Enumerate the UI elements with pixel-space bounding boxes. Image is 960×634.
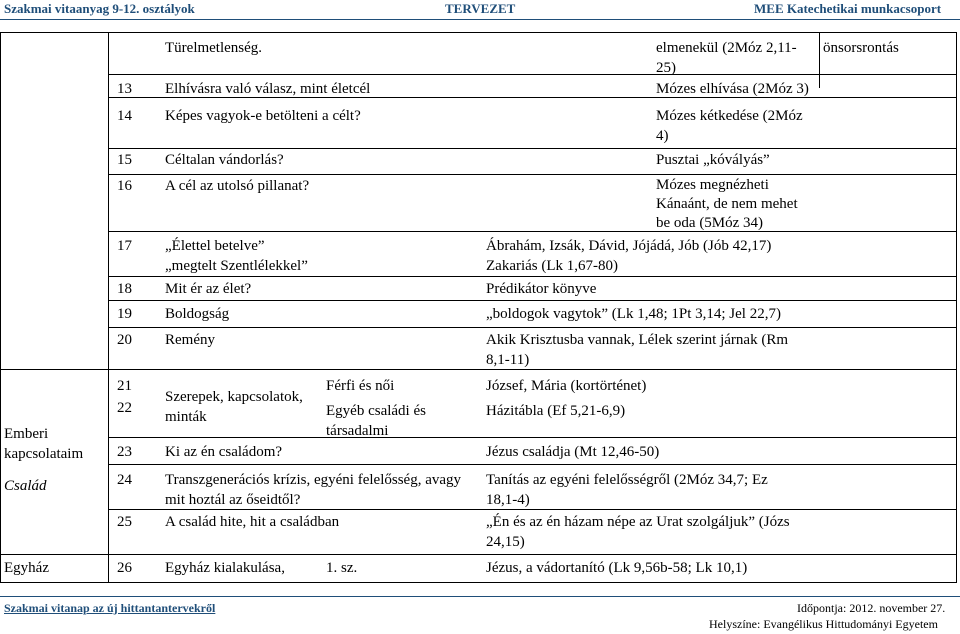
table-border-right — [956, 32, 957, 583]
section-csalad: Család — [4, 478, 47, 494]
row-number: 24 — [117, 472, 132, 488]
table-border-bottom — [0, 582, 957, 583]
table-border-left — [0, 32, 1, 583]
bible-cell: „boldogok vagytok” (Lk 1,48; 1Pt 3,14; Jel 22,7) — [486, 306, 781, 322]
row-line — [108, 327, 957, 328]
row-line — [0, 32, 957, 33]
bible-cell: Akik Krisztusba vannak, Lélek szerint járnak (Rm 8,1-11) — [486, 332, 788, 368]
row-number: 19 — [117, 306, 132, 322]
bible-cell: Tanítás az egyéni felelősségről (2Móz 34,7; Ez 18,1-4) — [486, 472, 768, 508]
row-number: 21 — [117, 378, 132, 394]
topic-cell: Céltalan vándorlás? — [165, 152, 284, 168]
row-number: 16 — [117, 178, 132, 194]
bible-cell: Prédikátor könyve — [486, 281, 597, 297]
row-number: 13 — [117, 81, 132, 97]
row-line — [108, 231, 957, 232]
row-line — [108, 437, 957, 438]
sub-topic-cell: Férfi és női — [326, 378, 395, 394]
sub-topic-cell: Egyéb családi és társadalmi — [326, 403, 426, 439]
row-number: 26 — [117, 560, 132, 576]
row-number: 18 — [117, 281, 132, 297]
row-line — [108, 276, 957, 277]
row-line — [108, 148, 957, 149]
topic-cell: A cél az utolsó pillanat? — [165, 178, 310, 194]
topic-cell: A család hite, hit a családban — [165, 514, 340, 530]
header-center: TERVEZET — [445, 1, 516, 16]
curriculum-table — [0, 24, 960, 583]
row-line — [0, 554, 957, 555]
row-number: 22 — [117, 400, 132, 416]
extra-cell: önsorsrontás — [823, 40, 899, 56]
col-line-num — [108, 32, 109, 583]
header-right: MEE Katechetikai munkacsoport — [754, 1, 942, 16]
topic-cell: Egyház kialakulása, — [165, 560, 285, 576]
col-line-extra — [819, 32, 820, 88]
footer-date: Időpontja: 2012. november 27. — [797, 601, 946, 615]
section-egyhaz: Egyház — [4, 560, 49, 576]
row-line — [108, 74, 957, 75]
topic-cell: Boldogság — [165, 306, 230, 322]
topic-cell: Képes vagyok-e betölteni a célt? — [165, 108, 361, 124]
row-line — [108, 464, 957, 465]
bible-cell: Ábrahám, Izsák, Dávid, Jójádá, Jób (Jób 42,17) Zakariás (Lk 1,67-80) — [486, 238, 772, 274]
bible-cell: „Én és az én házam népe az Urat szolgáljuk” (Józs 24,15) — [486, 514, 790, 550]
footer-place: Helyszíne: Evangélikus Hittudományi Egyetem — [709, 617, 938, 631]
row-number: 25 — [117, 514, 132, 530]
bible-cell: Pusztai „kóvályás” — [656, 152, 770, 168]
header-left: Szakmai vitaanyag 9-12. osztályok — [4, 1, 195, 16]
bible-cell: Mózes elhívása (2Móz 3) — [656, 81, 809, 97]
row-number: 23 — [117, 444, 132, 460]
row-number: 14 — [117, 108, 132, 124]
topic-cell: Szerepek, kapcsolatok, minták — [165, 389, 303, 425]
bible-cell: Jézus családja (Mt 12,46-50) — [486, 444, 660, 460]
section-emberi-kapcsolataim: Emberi kapcsolataim — [4, 426, 84, 462]
row-line — [0, 369, 957, 370]
row-line — [108, 300, 957, 301]
topic-cell: Türelmetlenség. — [165, 40, 263, 56]
topic-cell: „Élettel betelve” „megtelt Szentlélekkel” — [165, 238, 308, 274]
bible-cell: Mózes kétkedése (2Móz 4) — [656, 108, 803, 144]
bible-cell: Házitábla (Ef 5,21-6,9) — [486, 403, 626, 419]
topic-cell: Elhívásra való válasz, mint életcél — [165, 81, 371, 97]
topic-cell: Remény — [165, 332, 215, 348]
row-line — [108, 174, 957, 175]
topic-cell: Transzgenerációs krízis, egyéni felelősség, avagy mit hoztál az őseidtől? — [165, 472, 462, 508]
row-number: 20 — [117, 332, 132, 348]
footer-left: Szakmai vitanap az új hittantantervekről — [4, 601, 216, 615]
row-number: 17 — [117, 238, 132, 254]
bible-cell: elmenekül (2Móz 2,11- 25) — [656, 40, 797, 76]
topic-cell: Ki az én családom? — [165, 444, 283, 460]
header-rule — [0, 19, 960, 20]
bible-cell: Mózes megnézheti Kánaánt, de nem mehet be oda (5Móz 34) — [656, 177, 798, 231]
sub-topic-cell: 1. sz. — [326, 560, 358, 576]
bible-cell: József, Mária (kortörténet) — [486, 378, 647, 394]
row-number: 15 — [117, 152, 132, 168]
footer-rule — [0, 596, 960, 597]
page-header — [0, 0, 960, 18]
bible-cell: Jézus, a vádortanító (Lk 9,56b-58; Lk 10,1) — [486, 560, 748, 576]
topic-cell: Mit ér az élet? — [165, 281, 252, 297]
